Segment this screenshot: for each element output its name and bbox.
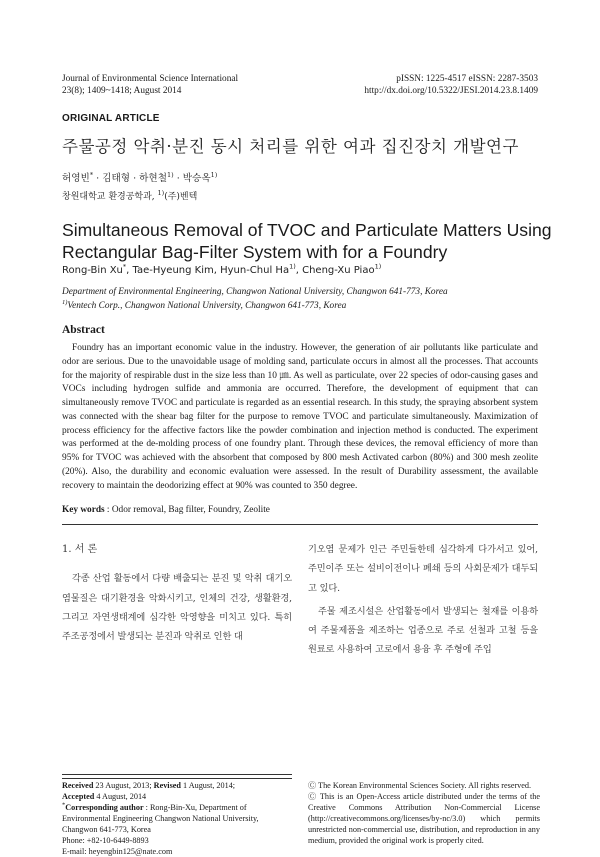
affiliation-ko-main: 창원대학교 환경공학과,: [62, 192, 158, 202]
authors-ko-last: · 박승옥: [173, 173, 211, 184]
authors-en-last: , Cheng-Xu Piao: [295, 265, 375, 276]
footnote-email[interactable]: E-mail: heyengbin125@nate.com: [62, 847, 173, 856]
authors-en-middle: , Tae-Hyeung Kim, Hyun-Chul Ha: [126, 265, 290, 276]
license-copyright: Ⓒ The Korean Environmental Sciences Society. All rights reserved.: [308, 781, 532, 790]
journal-header-left: [62, 73, 238, 97]
footnote-corresponding: [62, 802, 296, 835]
affiliation-en-line-2: [62, 299, 542, 313]
footnote-dates: [62, 780, 296, 791]
license-text: Ⓒ This is an Open-Access article distributed under the terms of the Creative Commons Attribution Non-Commercial License (http://creativecommons.org/licenses/by-nc/3.0) which permits unrestricted non-commercial use, distribution, and reproduction in any medium, provided the original work is properly cited.: [308, 792, 540, 845]
revised-date: 1 August, 2014;: [180, 781, 236, 790]
abstract-heading: Abstract: [62, 324, 105, 336]
author-ko-3-mark: 1): [166, 170, 174, 179]
footnote-block: [62, 780, 296, 857]
intro-paragraph-1-cont: 기오염 문제가 인근 주민들한테 심각하게 다가서고 있어, 주민이주 또는 설비이전이나 폐쇄 등의 사회문제가 대두되고 있다.: [308, 544, 538, 594]
title-english: [62, 219, 552, 263]
affiliation-ko-second: (주)벤텍: [164, 192, 198, 202]
authors-english: [62, 262, 382, 276]
author-ko-4-mark: 1): [210, 170, 218, 179]
author-en-3-mark: 1): [289, 262, 296, 271]
affiliation-en-mark: 1): [62, 298, 68, 306]
journal-name: Journal of Environmental Science International: [62, 74, 239, 84]
journal-header-right: [364, 73, 538, 97]
author-ko-1-mark: *: [89, 170, 94, 179]
journal-doi[interactable]: http://dx.doi.org/10.5322/JESI.2014.23.8.1409: [364, 86, 538, 96]
author-ko-1: 허영빈: [62, 173, 90, 184]
license-block: [308, 780, 540, 846]
received-label: Received: [62, 781, 94, 790]
journal-volume: 23(8); 1409~1418; August 2014: [62, 86, 182, 96]
abstract-body: Foundry has an important economic value in the industry. However, the generation of air pollutants like particulate and odor are serious. Due to the unavoidable usage of molding sand, particulate occurs in almost all the processes. That accounts for the majority of respirable dust in the size less than 10 ㎛. As well as particulate, over 22 species of odor-causing gases and VOCs including hydrogen sulfide and ammonia are occurred. Therefore, the development of equipment that can simultaneously remove TVOC and particulate is regarded as an essential research. In this study, the spraying absorbent system was connected with the shear bag filter for the purpose to remove TVOC and particulate simultaneously. Maximization of process efficiency for the affective factors like the powder combination and injection method is conducted. The experiment was performed at the de-molding process of one foundry plant. Through these devices, the removal efficiency of more than 95% for TVOC was achieved with the absorbent that composed by 800 mesh Activated carbon (80%) and 300 mesh zeolite (20%). Also, the durability and economic evaluation were assessed. In the result of Durability assessment, the available recovery to maintain the deodorizing effect at 90% was counted to 350 degree.: [62, 343, 538, 491]
title-en-line-2: Rectangular Bag-Filter System with for a Foundry: [62, 242, 448, 262]
keywords-text: : Odor removal, Bag filter, Foundry, Zeolite: [104, 505, 270, 515]
footnote-rule: [62, 778, 292, 779]
author-en-1: Rong-Bin Xu: [62, 265, 123, 276]
author-en-4-mark: 1): [374, 262, 382, 271]
title-en-line-1: Simultaneous Removal of TVOC and Particulate Matters Using: [62, 220, 552, 240]
abstract-divider: [62, 524, 538, 525]
title-korean: 주물공정 악취·분진 동시 처리를 위한 여과 집진장치 개발연구: [62, 137, 519, 156]
footnote-phone: Phone: +82-10-6449-8893: [62, 836, 149, 845]
body-column-right: [308, 540, 538, 660]
corresponding-label: Corresponding author: [65, 803, 144, 812]
body-column-left: [62, 540, 292, 646]
revised-label: Revised: [153, 781, 181, 790]
keywords: [62, 505, 270, 515]
authors-ko-middle: · 김태형 · 하현철: [93, 173, 167, 184]
affiliation-en-line-2-text: Ventech Corp., Changwon National University, Changwon 641-773, Korea: [67, 301, 347, 311]
footnote-accepted: [62, 791, 296, 802]
journal-issn: pISSN: 1225-4517 eISSN: 2287-3503: [396, 74, 538, 84]
corresponding-mark: *: [62, 801, 66, 809]
authors-korean: [62, 170, 217, 184]
received-date: 23 August, 2013;: [93, 781, 154, 790]
intro-paragraph-2: 주물 제조시설은 산업활동에서 발생되는 철재를 이용하여 주물제품을 제조하는 업종으로 주로 선철과 고철 등을 원료로 사용하여 고로에서 용융 후 주형에 주입: [308, 605, 538, 656]
affiliation-en-line-1: Department of Environmental Engineering, Changwon National University, Changwon 641-773, Korea: [62, 287, 448, 297]
accepted-date: 4 August, 2014: [94, 792, 147, 801]
author-en-1-mark: *: [122, 262, 127, 271]
footnote-rule-top: [62, 774, 292, 775]
article-type: ORIGINAL ARTICLE: [62, 113, 160, 124]
keywords-label: Key words: [62, 505, 105, 515]
section-heading-intro: 1. 서 론: [62, 544, 98, 555]
intro-paragraph-1: 각종 산업 활동에서 다량 배출되는 분진 및 악취 대기오염물질은 대기환경을 악화시키고, 인체의 건강, 생활환경, 그리고 자연생태계에 심각한 악영향을 미치고 있다. 특히 주조공정에서 발생되는 분진과 악취로 인한 대: [62, 573, 292, 643]
affiliation-english: [62, 285, 542, 313]
corresponding-text: : Rong-Bin-Xu, Department of Environmental Engineering Changwon National University, Changwon 641-773, Korea: [62, 803, 259, 834]
affiliation-korean: [62, 189, 197, 202]
accepted-label: Accepted: [62, 792, 95, 801]
affiliation-ko-mark: 1): [157, 189, 165, 197]
